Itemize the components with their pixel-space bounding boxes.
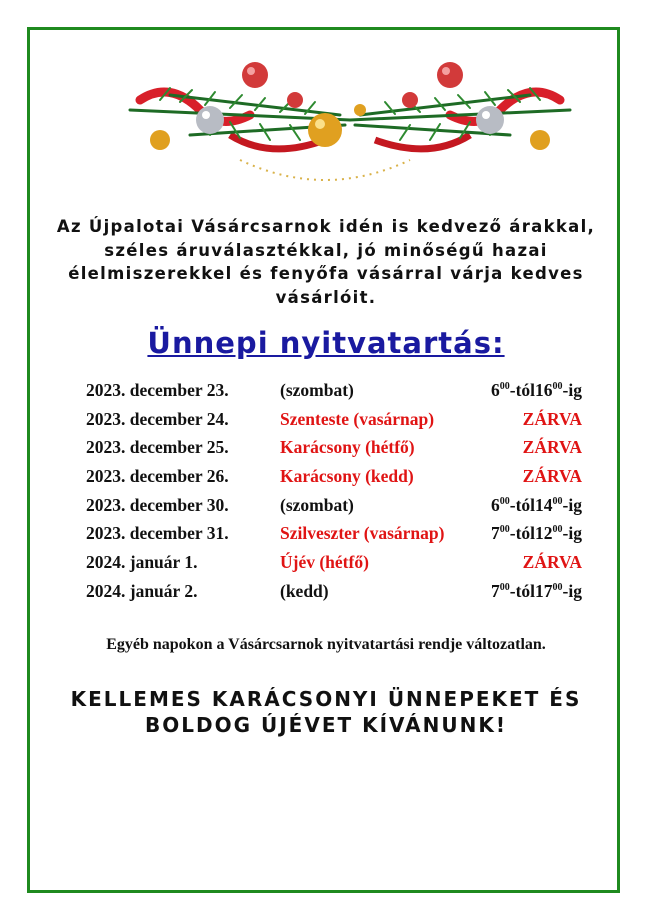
greeting-text: [40, 686, 612, 738]
schedule-date: 2024. január 2.: [86, 580, 198, 601]
hours-close-m: 00: [552, 495, 563, 507]
schedule-date: 2023. december 23.: [86, 380, 229, 400]
schedule-hours: ZÁRVA: [522, 408, 582, 429]
hours-close-h: 17: [535, 580, 553, 601]
hours-close-h: 16: [535, 380, 553, 400]
schedule-date: 2023. december 25.: [86, 437, 229, 458]
hours-close-m: 00: [552, 381, 563, 392]
schedule-row: [86, 405, 586, 434]
schedule-hours: [491, 376, 582, 404]
schedule-row: [86, 577, 586, 606]
schedule-hours: ZÁRVA: [522, 552, 582, 573]
schedule-date: 2023. december 26.: [86, 466, 229, 487]
schedule-day: Karácsony (hétfő): [280, 437, 415, 458]
hours-open-m: 00: [499, 581, 510, 593]
hours-close-m: 00: [552, 581, 563, 593]
hours-open-h: 7: [491, 580, 500, 601]
schedule-day: (szombat): [280, 494, 354, 515]
hours-from-suffix: -tól: [509, 523, 536, 544]
schedule-hours: [491, 519, 582, 547]
hours-close-h: 12: [535, 523, 553, 544]
schedule-day: Karácsony (kedd): [280, 466, 414, 487]
hours-open-m: 00: [499, 524, 510, 536]
schedule-day: Újév (hétfő): [280, 552, 369, 573]
schedule-hours: ZÁRVA: [522, 466, 582, 487]
hours-open-m: 00: [499, 381, 510, 392]
schedule-day: (szombat): [280, 380, 354, 400]
schedule-row: [86, 491, 586, 520]
hours-close-m: 00: [552, 524, 563, 536]
greeting-line-1: KELLEMES KARÁCSONYI ÜNNEPEKET ÉS: [70, 687, 582, 711]
schedule-date: 2023. december 24.: [86, 408, 229, 429]
schedule-row: [86, 462, 586, 491]
schedule-row: [86, 376, 586, 405]
schedule-date: 2023. december 30.: [86, 494, 229, 515]
schedule-day: Szenteste (vasárnap): [280, 408, 435, 429]
schedule-date: 2023. december 31.: [86, 523, 229, 544]
schedule-hours: ZÁRVA: [522, 437, 582, 458]
schedule-day: Szilveszter (vasárnap): [280, 523, 445, 544]
hours-to-suffix: -ig: [562, 523, 582, 544]
schedule-row: [86, 519, 586, 548]
schedule-row: [86, 548, 586, 577]
schedule-hours: [491, 577, 582, 605]
hours-to-suffix: -ig: [562, 580, 582, 601]
schedule-day: (kedd): [280, 580, 329, 601]
hours-close-h: 14: [535, 494, 553, 515]
schedule-date: 2024. január 1.: [86, 552, 198, 573]
hours-from-suffix: -tól: [509, 580, 536, 601]
hours-open-h: 6: [491, 494, 500, 515]
hours-from-suffix: -tól: [509, 380, 536, 400]
hours-open-h: 6: [491, 380, 500, 400]
page-title: Ünnepi nyitvatartás:: [147, 326, 505, 360]
hours-from-suffix: -tól: [509, 494, 536, 515]
intro-text: Az Újpalotai Vásárcsarnok idén is kedvező árakkal, széles áruválasztékkal, jó minőségű hazai élelmiszerekkel és fenyőfa vásárral várja kedves vásárlóit.: [56, 217, 596, 307]
hours-to-suffix: -ig: [562, 494, 582, 515]
note-text: Egyéb napokon a Vásárcsarnok nyitvatartási rendje változatlan.: [106, 636, 546, 653]
schedule-hours: [491, 491, 582, 519]
schedule-row: [86, 433, 586, 462]
hours-open-m: 00: [499, 495, 510, 507]
christmas-garland-image: [110, 40, 590, 200]
hours-open-h: 7: [491, 523, 500, 544]
opening-hours-table: [86, 376, 586, 606]
greeting-line-2: BOLDOG ÚJÉVET KÍVÁNUNK!: [145, 713, 507, 737]
hours-to-suffix: -ig: [562, 380, 582, 400]
